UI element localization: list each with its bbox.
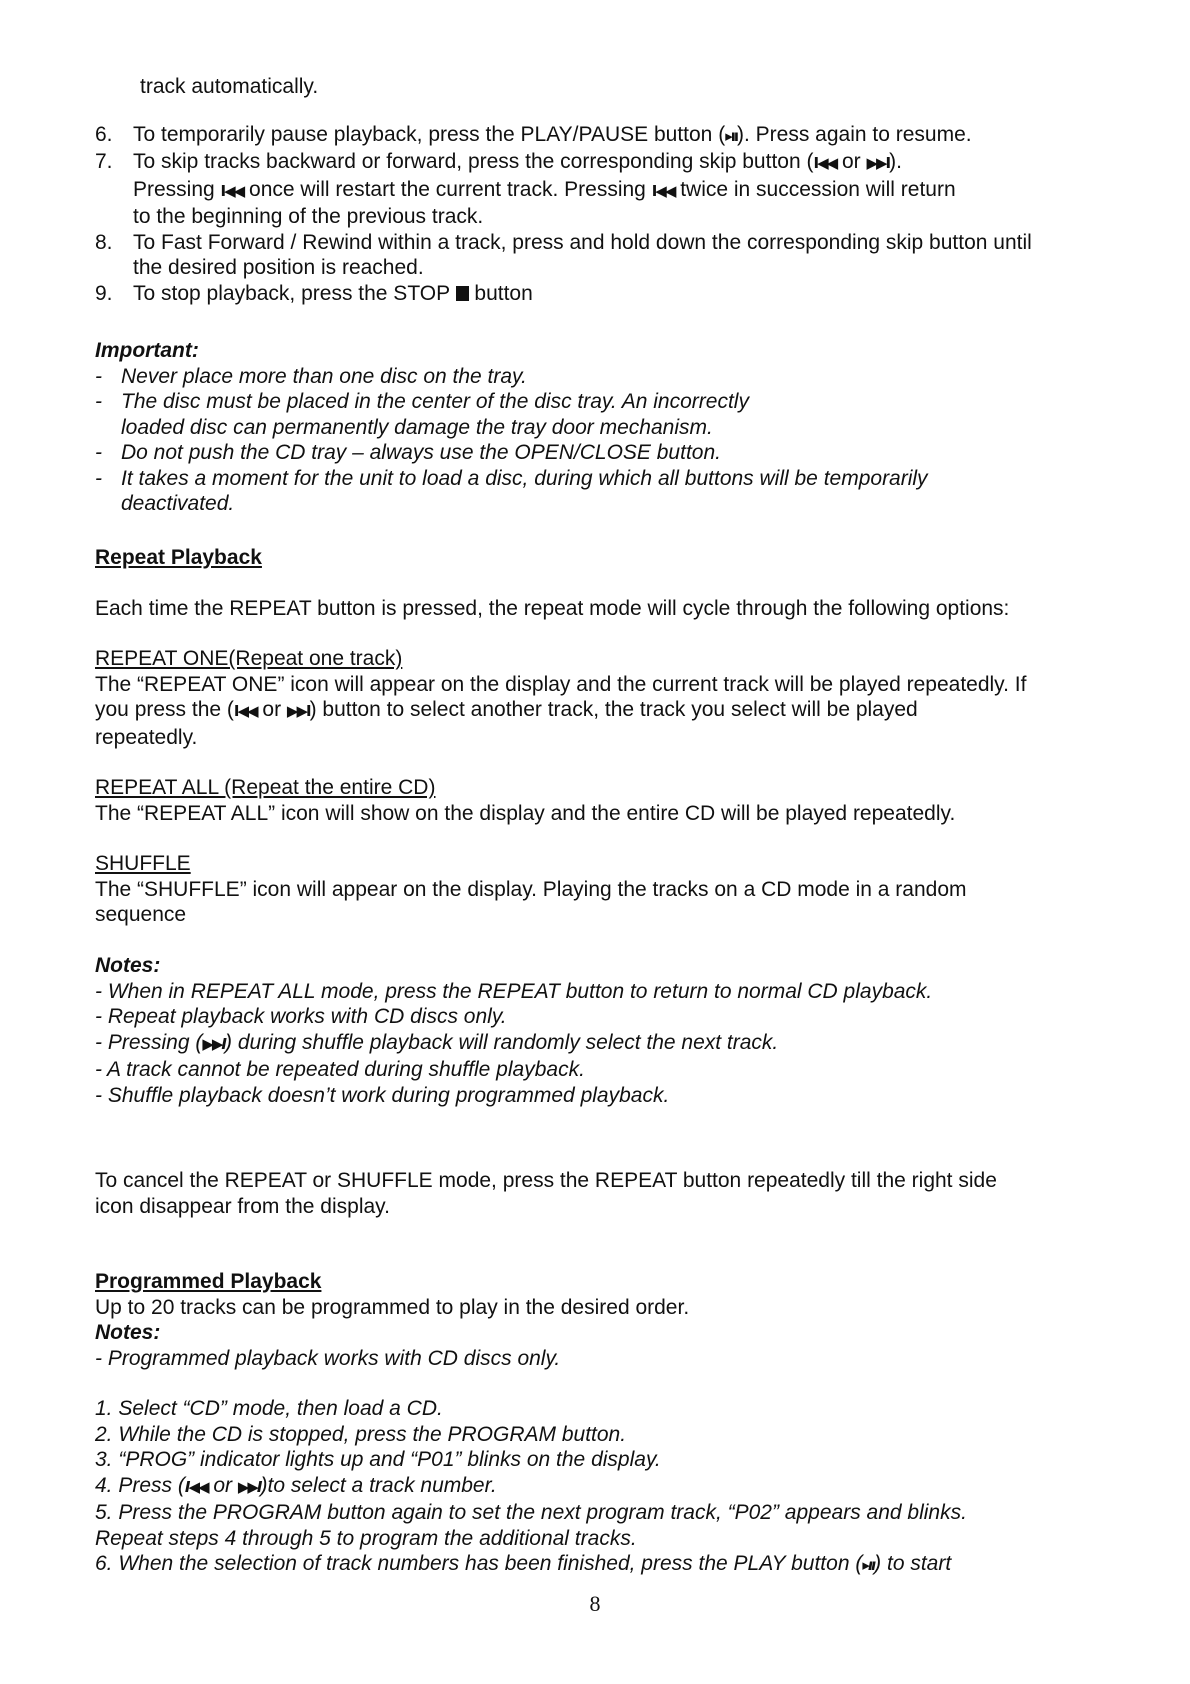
step-8: 8. To Fast Forward / Rewind within a track, press and hold down the corresponding skip button until xyxy=(95,230,1032,254)
note-item: - A track cannot be repeated during shuffle playback. xyxy=(95,1058,585,1081)
skip-back-icon: I◀◀ xyxy=(233,702,257,720)
continuation-text: track automatically. xyxy=(140,75,319,98)
step-number: 7. xyxy=(95,150,113,173)
step-7-line-3: to the beginning of the previous track. xyxy=(133,205,484,228)
important-item: - It takes a moment for the unit to load a disc, during which all buttons will be temporarily xyxy=(95,466,928,490)
cancel-text-2: icon disappear from the display. xyxy=(95,1194,390,1218)
programmed-notes-heading: Notes: xyxy=(95,1321,161,1344)
repeat-playback-section xyxy=(95,545,1125,928)
repeat-intro: Each time the REPEAT button is pressed, the repeat mode will cycle through the following options: xyxy=(95,596,1010,620)
repeat-one-text: The “REPEAT ONE” icon will appear on the display and the current track will be played repeatedly. If xyxy=(95,672,1027,696)
programmed-playback-section xyxy=(95,1269,1125,1579)
important-section xyxy=(95,338,1125,517)
program-step-1: 1. Select “CD” mode, then load a CD. xyxy=(95,1397,443,1420)
programmed-heading: Programmed Playback xyxy=(95,1270,322,1293)
program-step-3: 3. “PROG” indicator lights up and “P01” blinks on the display. xyxy=(95,1448,661,1471)
step-number: 6. xyxy=(95,122,113,146)
step-number: 9. xyxy=(95,281,113,305)
important-item-continued: deactivated. xyxy=(121,492,235,515)
repeat-notes xyxy=(95,953,1125,1108)
important-item-continued: loaded disc can permanently damage the tray door mechanism. xyxy=(121,415,713,439)
shuffle-text-2: sequence xyxy=(95,903,187,926)
step-7-line-2: Pressing I◀◀ once will restart the current track. Pressing I◀◀ twice in succession will return xyxy=(133,177,956,201)
skip-forward-icon: ▶▶I xyxy=(286,702,310,720)
programmed-intro: Up to 20 tracks can be programmed to play in the desired order. xyxy=(95,1295,690,1319)
notes-heading: Notes: xyxy=(95,954,161,977)
important-item: - The disc must be placed in the center of the disc tray. An incorrectly xyxy=(95,390,749,413)
cancel-paragraph xyxy=(95,1168,1125,1219)
programmed-steps xyxy=(95,1396,1125,1579)
step-7: 7. To skip tracks backward or forward, press the corresponding skip button (I◀◀ or ▶▶I). xyxy=(95,150,902,173)
note-item: - When in REPEAT ALL mode, press the REPEAT button to return to normal CD playback. xyxy=(95,979,933,1003)
skip-back-icon: I◀◀ xyxy=(651,181,675,200)
cancel-text: To cancel the REPEAT or SHUFFLE mode, press the REPEAT button repeatedly till the right side xyxy=(95,1169,997,1192)
repeat-all-text: The “REPEAT ALL” icon will show on the display and the entire CD will be played repeatedly. xyxy=(95,801,956,825)
programmed-note: - Programmed playback works with CD discs only. xyxy=(95,1346,561,1370)
playback-steps xyxy=(95,74,1125,306)
stop-icon xyxy=(456,286,469,301)
skip-forward-icon: ▶▶I xyxy=(202,1034,226,1053)
play-pause-icon: ▸ıı xyxy=(725,126,737,145)
note-item: - Repeat playback works with CD discs only. xyxy=(95,1005,507,1028)
important-heading: Important: xyxy=(95,339,199,362)
program-step-5-continued: Repeat steps 4 through 5 to program the additional tracks. xyxy=(95,1526,637,1550)
step-9: 9. To stop playback, press the STOP button xyxy=(95,281,533,305)
program-step-2: 2. While the CD is stopped, press the PROGRAM button. xyxy=(95,1422,627,1446)
repeat-one-title: REPEAT ONE(Repeat one track) xyxy=(95,647,403,670)
note-item: - Shuffle playback doesn’t work during programmed playback. xyxy=(95,1083,670,1107)
skip-back-icon: I◀◀ xyxy=(184,1477,208,1496)
program-step-6: 6. When the selection of track numbers has been finished, press the PLAY button (▸ıı) to start xyxy=(95,1552,952,1575)
repeat-all-title: REPEAT ALL (Repeat the entire CD) xyxy=(95,776,436,799)
step-number: 8. xyxy=(95,230,113,254)
step-6: 6. To temporarily pause playback, press the PLAY/PAUSE button (▸ıı). Press again to resume. xyxy=(95,122,972,146)
program-step-5: 5. Press the PROGRAM button again to set the next program track, “P02” appears and blinks. xyxy=(95,1501,967,1524)
repeat-one-text-3: repeatedly. xyxy=(95,725,198,749)
skip-forward-icon: ▶▶I xyxy=(237,1477,261,1496)
skip-back-icon: I◀◀ xyxy=(220,181,244,200)
note-item: - Pressing (▶▶I) during shuffle playback will randomly select the next track. xyxy=(95,1030,779,1054)
program-step-4: 4. Press (I◀◀ or ▶▶I)to select a track number. xyxy=(95,1473,497,1497)
skip-forward-icon: ▶▶I xyxy=(866,154,890,172)
important-item: - Never place more than one disc on the tray. xyxy=(95,364,527,388)
shuffle-text: The “SHUFFLE” icon will appear on the display. Playing the tracks on a CD mode in a random xyxy=(95,877,967,901)
step-8-line-2: the desired position is reached. xyxy=(133,256,424,279)
repeat-heading: Repeat Playback xyxy=(95,546,262,569)
page-number: 8 xyxy=(589,1591,601,1616)
play-pause-icon: ▸ıı xyxy=(862,1556,875,1574)
repeat-one-text-2: you press the (I◀◀ or ▶▶I) button to select another track, the track you select will be played xyxy=(95,698,918,721)
important-item: - Do not push the CD tray – always use the OPEN/CLOSE button. xyxy=(95,441,721,464)
skip-back-icon: I◀◀ xyxy=(813,154,837,172)
shuffle-title: SHUFFLE xyxy=(95,852,191,875)
